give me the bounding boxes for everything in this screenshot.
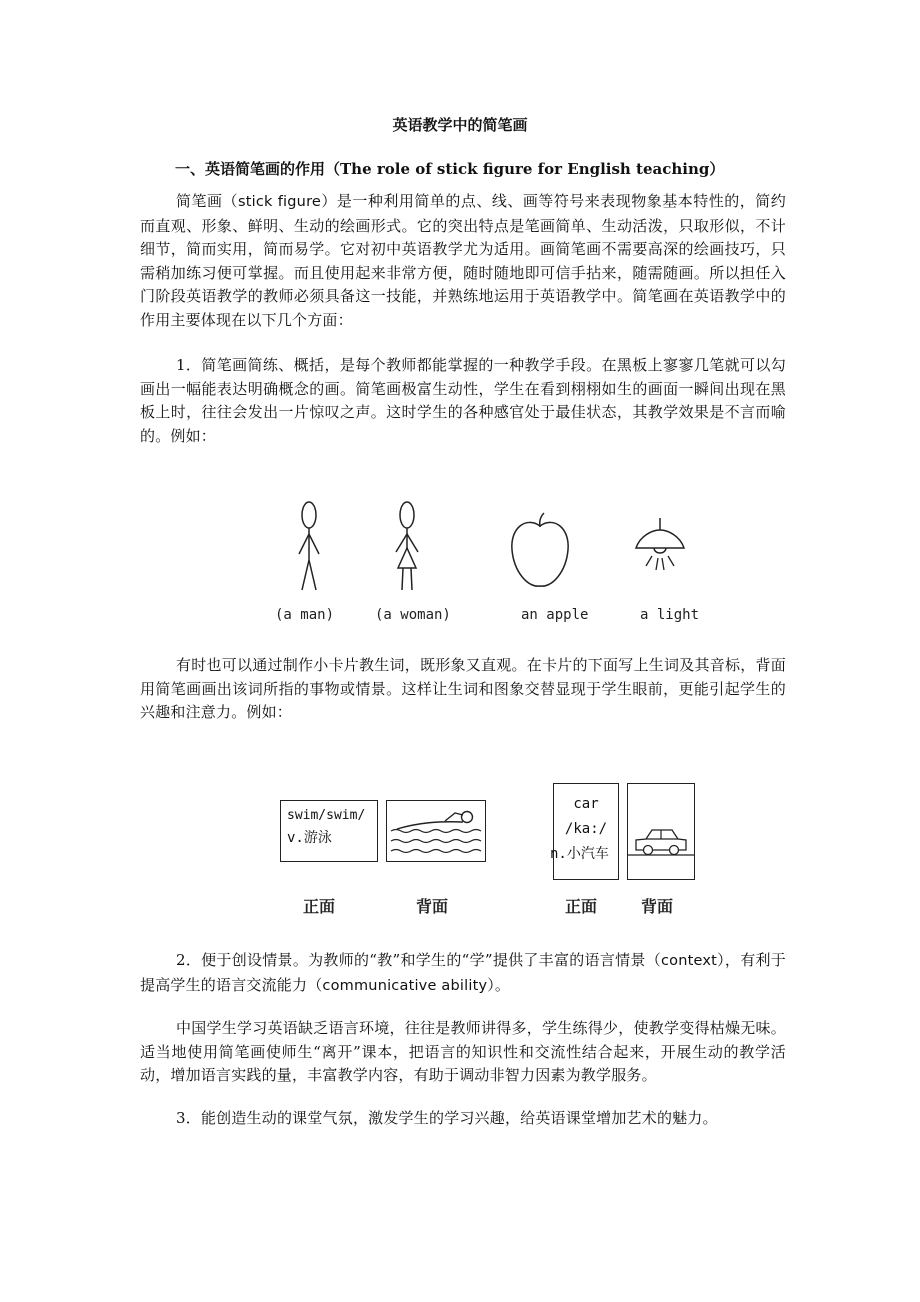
point-2-communicative: communicative ability <box>322 977 488 994</box>
swim-card-front <box>280 800 378 862</box>
car-card-back <box>627 783 695 880</box>
swim-card-word: swim/swim/ <box>287 808 366 823</box>
point-1-paragraph: 1．简笔画简练、概括，是每个教师都能掌握的一种教学手段。在黑板上寥寥几笔就可以勾画出一幅能表达明确概念的画。简笔画极富生动性，学生在看到栩栩如生的画面一瞬间出现在黑板上时，往往会发出一片惊叹之声。这时学生的各种感官处于最佳状态，其教学效果是不言而喻的。例如： <box>140 356 786 445</box>
label-swim-back: 背面 <box>416 897 449 916</box>
label-swim-front: 正面 <box>303 897 336 916</box>
point-2-context: context <box>660 953 718 969</box>
lamp-icon <box>628 518 692 578</box>
intro-pre: 简笔画（ <box>176 192 238 210</box>
intro-post: ）是一种利用简单的点、线、画等符号来表现物象基本特性的，简约而直观、形象、鲜明、生动的绘画形式。它的突出特点是笔画简单、生动活泼，只取形似，不计细节，简而实用，简而易学。它对初中英语教学尤为适用。画简笔画不需要高深的绘画技巧，只需稍加练习便可掌握。而且使用起来非常方便，随时随地即可信手拈来，随需随画。所以担任入门阶段英语教学的教师必须具备这一技能，并熟练地运用于英语教学中。简笔画在英语教学中的作用主要体现在以下几个方面： <box>140 192 786 329</box>
label-a-light: a light <box>640 607 700 623</box>
swim-card-meaning: v.游泳 <box>287 830 332 846</box>
car-card-front <box>550 783 619 880</box>
section-heading <box>175 158 815 179</box>
point-2-c: ），有利于提高学生的语言交流能力（ <box>140 951 786 994</box>
car-card-phonetic: /ka:/ <box>564 821 608 837</box>
apple-icon <box>508 512 572 592</box>
car-icon <box>628 784 694 879</box>
label-a-woman: (a woman) <box>375 607 451 623</box>
point-2-e: ）。 <box>487 975 511 994</box>
swim-card-back <box>386 800 486 862</box>
label-car-back: 背面 <box>641 897 674 916</box>
point-2-a: 2．便于创设情景。为教师的“教”和学生的“学”提供了丰富的语言情景（ <box>176 951 661 969</box>
stick-man-icon <box>285 498 335 598</box>
car-card-word: car <box>573 796 599 812</box>
intro-term: stick figure <box>238 194 322 210</box>
point-3-paragraph: 3．能创造生动的课堂气氛，激发学生的学习兴趣，给英语课堂增加艺术的魅力。 <box>176 1109 718 1127</box>
point-2-detail-paragraph: 中国学生学习英语缺乏语言环境，往往是教师讲得多，学生练得少，使教学变得枯燥无味。适当地使用简笔画使师生“离开”课本，把语言的知识性和交流性结合起来，开展生动的教学活动，增加语言实践的量，丰富教学内容，有助于调动非智力因素为教学服务。 <box>140 1019 786 1084</box>
stick-woman-icon <box>383 498 433 598</box>
section-heading-text: 一、英语简笔画的作用（The role of stick figure for English teaching） <box>175 160 725 178</box>
label-a-man: (a man) <box>275 607 335 623</box>
point-2-paragraph <box>140 949 786 998</box>
label-car-front: 正面 <box>565 897 598 916</box>
page-title: 英语教学中的简笔画 <box>392 116 528 134</box>
car-card-meaning: n.小汽车 <box>550 846 609 862</box>
swimmer-icon <box>387 801 485 861</box>
label-an-apple: an apple <box>521 607 589 623</box>
intro-paragraph <box>140 190 786 332</box>
cards-intro-paragraph: 有时也可以通过制作小卡片教生词，既形象又直观。在卡片的下面写上生词及其音标，背面用简笔画画出该词所指的事物或情景。这样让生词和图象交替显现于学生眼前，更能引起学生的兴趣和注意力。例如： <box>140 656 786 721</box>
